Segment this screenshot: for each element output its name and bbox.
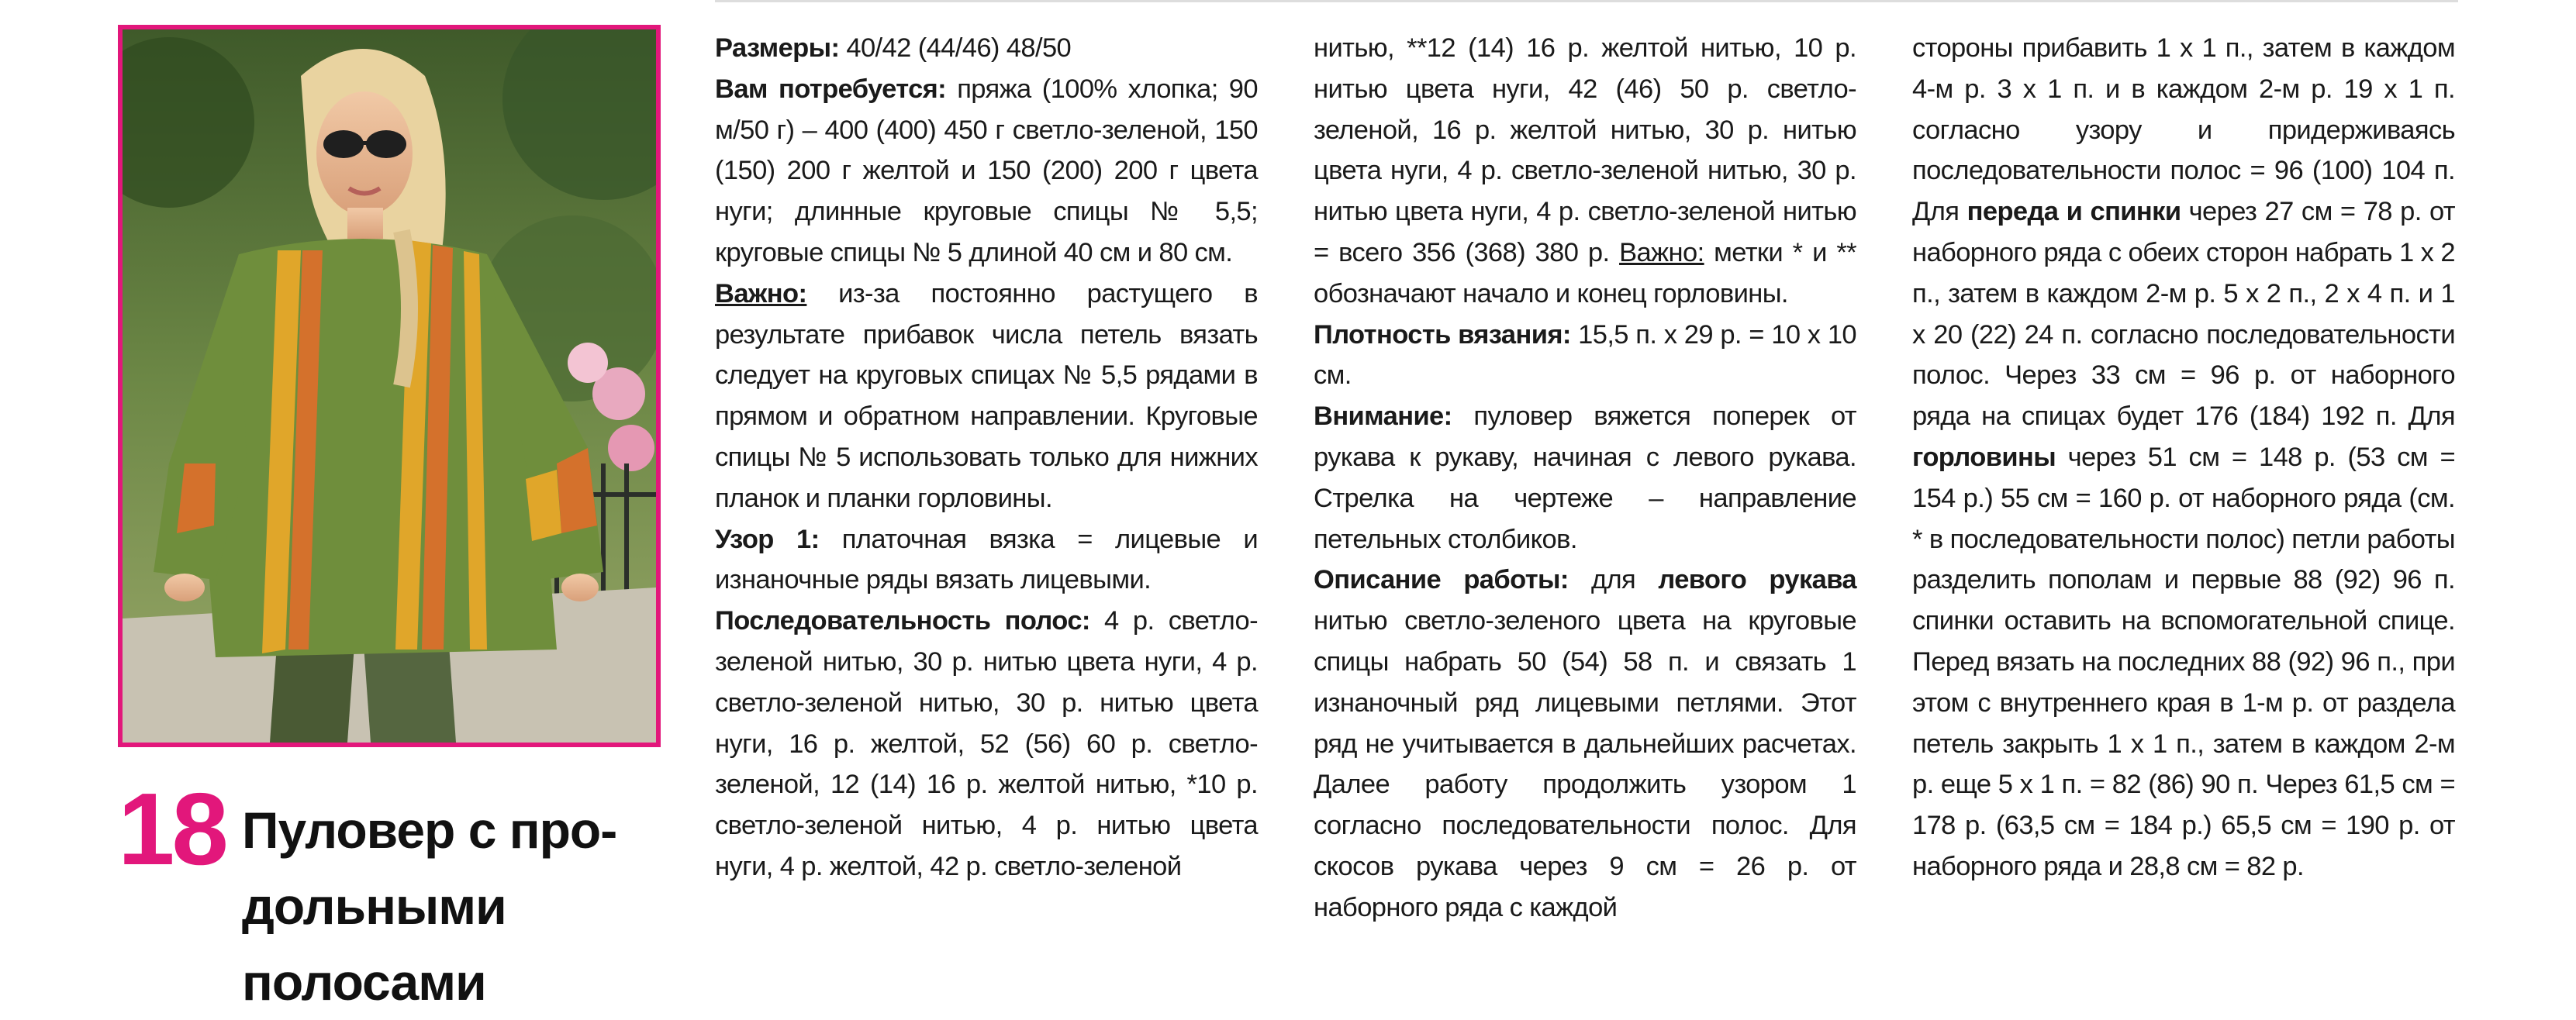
attention-label: Внимание: <box>1314 401 1452 432</box>
continuation-paragraph <box>1912 28 2455 887</box>
pattern-title-line-2: дольными полосами <box>242 877 506 1011</box>
important-text: из-за постоянно растущего в результате прибавок числа петель вязать следует на круговых спицах № 5,5 рядами в прямом и обратном направлении. Круговые спицы № 5 использовать только для нижних планок и планки горловины. <box>715 278 1258 513</box>
stripes-label: Последовательность полос: <box>715 606 1090 636</box>
left-sleeve-label: левого рукава <box>1658 565 1857 595</box>
top-rule <box>715 0 2458 2</box>
gauge-text: 15,5 п. х 29 р. = 10 х 10 см. <box>1314 319 1857 391</box>
pattern-title-line-1: Пуловер с про- <box>242 801 617 859</box>
attention-text: пуловер вяжется поперек от рукава к рукаву, начиная с левого рукава. Стрелка на чертеже – направление петельных столбиков. <box>1314 401 1856 554</box>
text-column-1 <box>715 28 1258 887</box>
gauge-paragraph <box>1314 315 1856 397</box>
materials-label: Вам потребуется: <box>715 74 947 104</box>
text-column-2 <box>1314 28 1856 929</box>
continuation-text-1: стороны прибавить 1 х 1 п., затем в каждом 4-м р. 3 х 1 п. и в каждом 2-м р. 19 х 1 п. согласно узору и придерживаясь последовательности полос = 96 (100) 104 п. Для <box>1912 33 2455 227</box>
materials-text: пряжа (100% хлопка; 90 м/50 г) – 400 (400) 450 г светло-зеленой, 150 (150) 200 г желтой и 150 (200) 200 г цвета нуги; длинные круговые спицы № 5,5; круговые спицы № 5 длиной 40 см и 80 см. <box>715 74 1258 267</box>
pattern1-text: платочная вязка = лицевые и изнаночные ряды вязать лицевыми. <box>715 524 1259 595</box>
pattern1-label: Узор 1: <box>715 524 820 554</box>
stripes-text: 4 р. светло-зеленой нитью, 30 р. нитью цвета нуги, 4 р. светло-зеленой нитью, 30 р. нитью цвета нуги, 16 р. желтой, 52 (56) 60 р. светло-зеленой, 12 (14) 16 р. желтой нитью, *10 р. светло-зеленой нитью, 4 р. нитью цвета нуги, 4 р. желтой, 42 р. светло-зеленой <box>715 606 1258 881</box>
pattern-title <box>242 792 707 1020</box>
continuation-text-2: через 27 см = 78 р. от наборного ряда с обеих сторон набрать 1 х 2 п., затем в каждом 2-м р. 5 х 2 п., 2 х 4 п. и 1 х 20 (22) 24 п. согласно последовательности полос. Через 33 см = 96 р. от наборного ряда на спицах будет 176 (184) 192 п. Для <box>1912 197 2455 432</box>
model-illustration <box>123 29 656 743</box>
work-text-2: нитью светло-зеленого цвета на круговые спицы набрать 50 (54) 58 п. и связать 1 изнаночный ряд лицевыми петлями. Этот ряд не учитывается в дальнейших расчетах. Далее работу продолжить узором 1 согласно последовательности полос. Для скосов рукава через 9 см = 26 р. от наборного ряда с каждой <box>1314 606 1856 922</box>
important-paragraph <box>715 274 1258 519</box>
sizes-paragraph <box>715 28 1258 69</box>
important-label: Важно: <box>715 278 807 308</box>
materials-paragraph <box>715 69 1258 274</box>
continuation-text-3: через 51 см = 148 р. (53 см = 154 р.) 55 см = 160 р. от наборного ряда (см. * в последовательности полос) петли работы разделить пополам и первые 88 (92) 96 п. спинки оставить на вспомогательной спице. Перед вязать на последних 88 (92) 96 п., при этом с внутреннего края в 1-м р. от раздела петель закрыть 1 х 1 п., затем в каждом 2-м р. еще 5 х 1 п. = 82 (86) 90 п. Через 61,5 см = 178 р. (63,5 см = 184 р.) 65,5 см = 190 р. от наборного ряда и 28,8 см = 82 р. <box>1912 442 2455 881</box>
work-label: Описание работы: <box>1314 565 1569 595</box>
stripes-paragraph <box>715 601 1258 887</box>
front-back-label: переда и спинки <box>1967 197 2181 227</box>
neckline-label: горловины <box>1912 442 2056 472</box>
stripes-continued-text: нитью, **12 (14) 16 р. желтой нитью, 10 р. нитью цвета нуги, 42 (46) 50 р. светло-зеленой, 16 р. желтой нитью, 30 р. нитью цвета нуги, 4 р. светло-зеленой нитью, 30 р. нитью цвета нуги, 4 р. светло-зеленой нитью = всего 356 (368) 380 р. <box>1314 33 1856 267</box>
important-text-2: метки * и ** обозначают начало и конец горловины. <box>1314 237 1856 308</box>
attention-paragraph <box>1314 396 1856 560</box>
stripes-continued-paragraph <box>1314 28 1856 315</box>
sizes-text: 40/42 (44/46) 48/50 <box>839 33 1072 63</box>
pattern1-paragraph <box>715 519 1258 601</box>
work-description-paragraph <box>1314 560 1856 928</box>
sizes-label: Размеры: <box>715 33 840 63</box>
sweater-photo <box>118 25 661 747</box>
gauge-label: Плотность вязания: <box>1314 319 1571 350</box>
work-text-1: для <box>1568 565 1659 595</box>
pattern-number: 18 <box>118 772 226 886</box>
important-label-2: Важно: <box>1619 237 1704 267</box>
text-column-3 <box>1912 28 2455 887</box>
